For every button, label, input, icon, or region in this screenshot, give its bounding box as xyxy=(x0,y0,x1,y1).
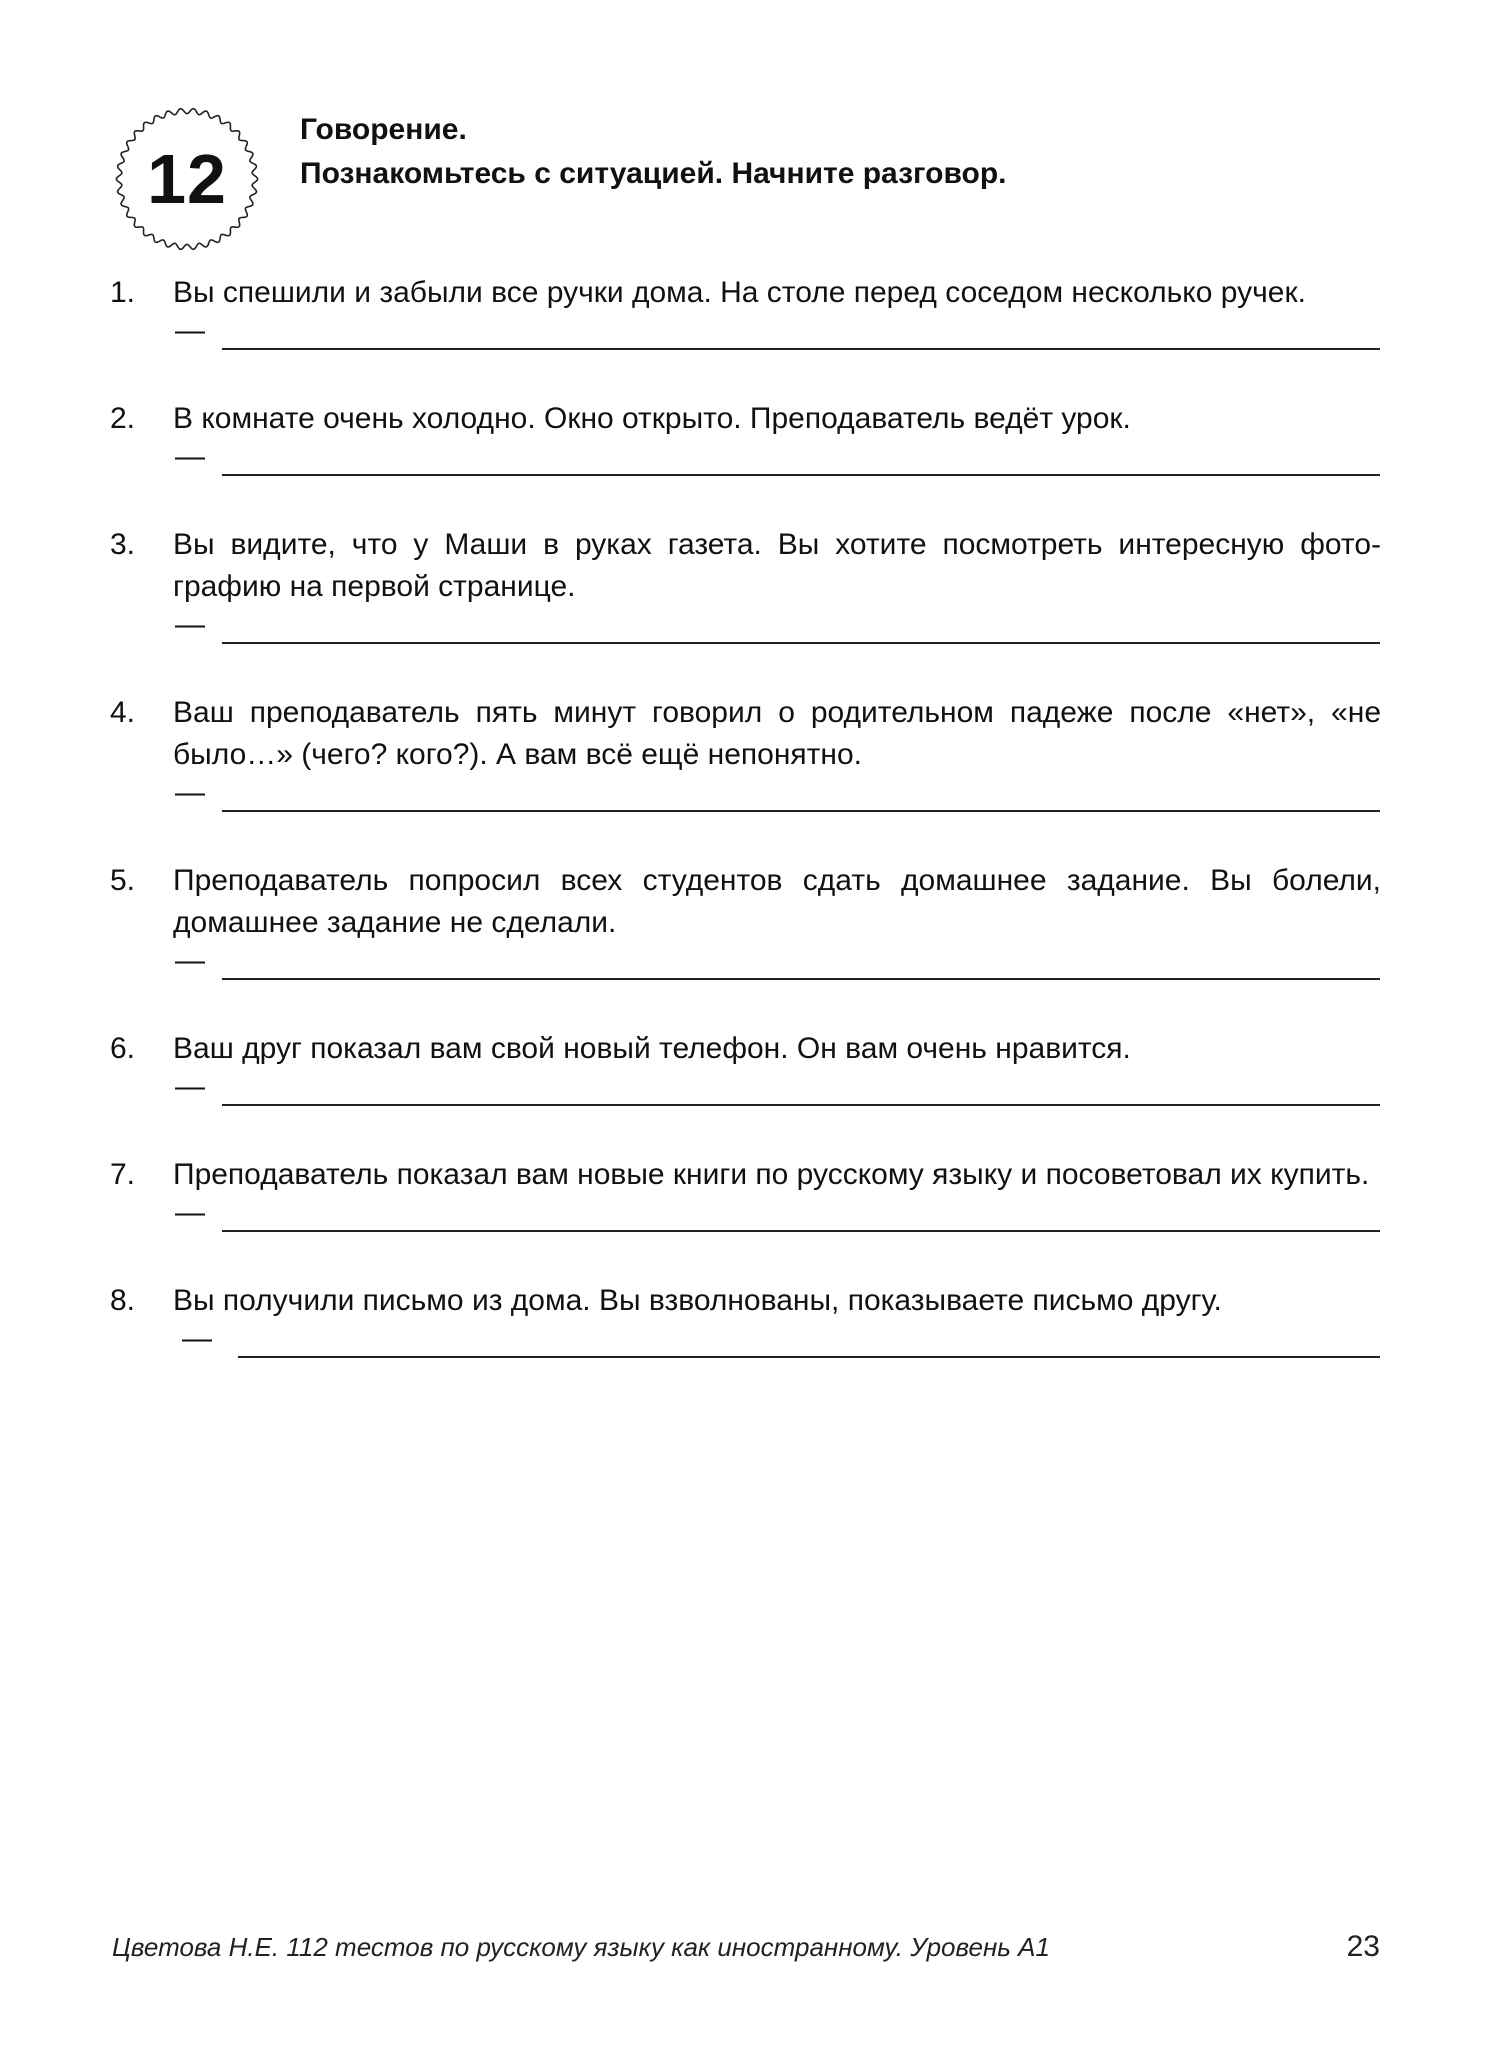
task-2 xyxy=(0,398,1490,484)
exercise-badge xyxy=(112,104,262,254)
exercise-heading xyxy=(300,108,1006,196)
answer-line[interactable] xyxy=(0,1070,1490,1114)
dash-mark: — xyxy=(175,776,205,809)
task-number: 3. xyxy=(110,528,136,561)
task-text: Преподаватель показал вам новые книги по русскому языку и посоветовал их купить. xyxy=(173,1158,1370,1191)
answer-line[interactable] xyxy=(0,608,1490,652)
task-6 xyxy=(0,1028,1490,1114)
task-3 xyxy=(0,524,1490,652)
task-text: В комнате очень холодно. Окно открыто. Преподаватель ведёт урок. xyxy=(173,402,1131,435)
task-number: 7. xyxy=(110,1158,136,1191)
task-8 xyxy=(0,1280,1490,1366)
answer-line[interactable] xyxy=(0,1196,1490,1240)
task-7 xyxy=(0,1154,1490,1240)
exercise-title: Говорение. xyxy=(300,113,467,146)
page-number: 23 xyxy=(1346,1930,1380,1963)
dash-mark: — xyxy=(175,608,205,641)
dash-mark: — xyxy=(182,1322,212,1355)
book-reference: Цветова Н.Е. 112 тестов по русскому языку как иностранному. Уровень А1 xyxy=(112,1932,1050,1962)
dash-mark: — xyxy=(175,440,205,473)
exercise-instruction: Познакомьтесь с ситуацией. Начните разговор. xyxy=(300,157,1007,190)
task-5 xyxy=(0,860,1490,988)
answer-line[interactable] xyxy=(0,944,1490,988)
answer-line[interactable] xyxy=(0,440,1490,484)
task-number: 8. xyxy=(110,1284,136,1317)
exercise-number: 12 xyxy=(147,140,227,218)
task-number: 5. xyxy=(110,864,136,897)
task-text: Вы получили письмо из дома. Вы взволнованы, показываете письмо другу. xyxy=(173,1284,1222,1317)
dash-mark: — xyxy=(175,944,205,977)
dash-mark: — xyxy=(175,1070,205,1103)
task-text: Вы видите, что у Маши в руках газета. Вы хотите посмотреть интересную фотографию на первой странице. xyxy=(173,528,1381,603)
answer-line[interactable] xyxy=(0,776,1490,820)
answer-line[interactable] xyxy=(0,314,1490,358)
task-text: Преподаватель попросил всех студентов сдать домашнее задание. Вы болели, домашнее задание не сделали. xyxy=(173,864,1381,939)
task-number: 4. xyxy=(110,696,136,729)
task-1 xyxy=(0,272,1490,358)
task-4 xyxy=(0,692,1490,820)
task-text: Ваш друг показал вам свой новый телефон. Он вам очень нравится. xyxy=(173,1032,1131,1065)
task-text: Вы спешили и забыли все ручки дома. На столе перед соседом несколько ручек. xyxy=(173,276,1306,309)
dash-mark: — xyxy=(175,314,205,347)
answer-line[interactable] xyxy=(0,1322,1490,1366)
dash-mark: — xyxy=(175,1196,205,1229)
task-number: 1. xyxy=(110,276,136,309)
task-number: 6. xyxy=(110,1032,136,1065)
task-list xyxy=(0,272,1490,1406)
task-text: Ваш преподаватель пять минут говорил о родительном падеже после «нет», «не было…» (чего? кого?). А вам всё ещё непонятно. xyxy=(173,696,1381,771)
task-number: 2. xyxy=(110,402,136,435)
